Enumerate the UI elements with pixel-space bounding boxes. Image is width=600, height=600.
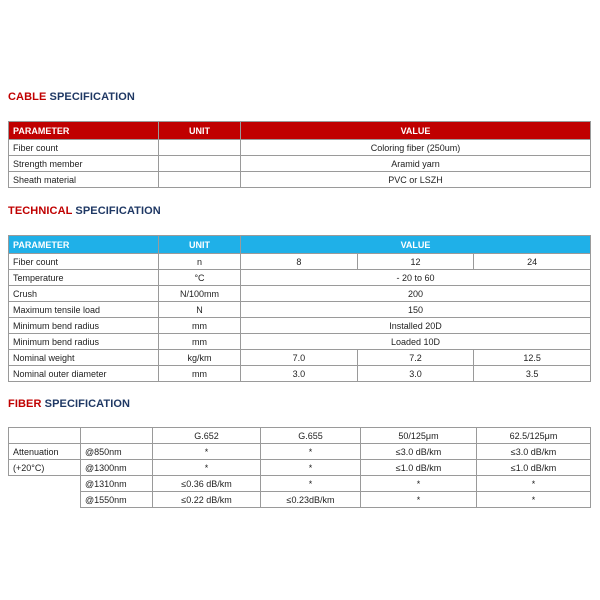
fiber-spec-table bbox=[8, 427, 591, 508]
param-cell: Crush bbox=[9, 286, 159, 302]
value-cell: 12 bbox=[357, 254, 474, 270]
value-cell: 3.0 bbox=[357, 366, 474, 382]
header-g652: G.652 bbox=[153, 428, 261, 444]
value-cell: Aramid yarn bbox=[241, 156, 591, 172]
param-cell: Temperature bbox=[9, 270, 159, 286]
empty-cell bbox=[9, 476, 81, 492]
empty-cell bbox=[81, 428, 153, 444]
empty-cell bbox=[9, 428, 81, 444]
attenuation-label: Attenuation bbox=[9, 444, 81, 460]
header-62-5-125: 62.5/125μm bbox=[477, 428, 591, 444]
table-row bbox=[9, 492, 591, 508]
value-cell: 24 bbox=[474, 254, 591, 270]
value-cell: ≤3.0 dB/km bbox=[477, 444, 591, 460]
value-cell: 150 bbox=[241, 302, 591, 318]
cable-title-rest: SPECIFICATION bbox=[46, 91, 135, 103]
value-cell: ≤1.0 dB/km bbox=[477, 460, 591, 476]
fiber-title-highlight: FIBER bbox=[8, 398, 42, 410]
value-cell: Installed 20D bbox=[241, 318, 591, 334]
table-row bbox=[9, 302, 591, 318]
unit-cell: n bbox=[159, 254, 241, 270]
unit-cell: mm bbox=[159, 334, 241, 350]
unit-cell: mm bbox=[159, 366, 241, 382]
value-cell: * bbox=[361, 492, 477, 508]
param-cell: Minimum bend radius bbox=[9, 318, 159, 334]
param-cell: Nominal weight bbox=[9, 350, 159, 366]
temperature-label: (+20°C) bbox=[9, 460, 81, 476]
value-cell: * bbox=[153, 444, 261, 460]
param-cell: Minimum bend radius bbox=[9, 334, 159, 350]
unit-cell bbox=[159, 156, 241, 172]
table-row bbox=[9, 270, 591, 286]
value-cell: 7.2 bbox=[357, 350, 474, 366]
unit-cell: kg/km bbox=[159, 350, 241, 366]
table-row bbox=[9, 460, 591, 476]
param-cell: Nominal outer diameter bbox=[9, 366, 159, 382]
value-cell: Coloring fiber (250um) bbox=[241, 140, 591, 156]
wavelength-cell: @850nm bbox=[81, 444, 153, 460]
unit-cell: °C bbox=[159, 270, 241, 286]
value-cell: Loaded 10D bbox=[241, 334, 591, 350]
value-cell: 8 bbox=[241, 254, 358, 270]
header-50-125: 50/125μm bbox=[361, 428, 477, 444]
header-parameter: PARAMETER bbox=[9, 122, 159, 140]
param-cell: Strength member bbox=[9, 156, 159, 172]
table-row bbox=[9, 254, 591, 270]
header-unit: UNIT bbox=[159, 122, 241, 140]
value-cell: ≤0.22 dB/km bbox=[153, 492, 261, 508]
table-row bbox=[9, 156, 591, 172]
param-cell: Maximum tensile load bbox=[9, 302, 159, 318]
unit-cell bbox=[159, 140, 241, 156]
value-cell: ≤3.0 dB/km bbox=[361, 444, 477, 460]
table-row bbox=[9, 366, 591, 382]
header-value: VALUE bbox=[241, 122, 591, 140]
table-header-row bbox=[9, 428, 591, 444]
technical-title-rest: SPECIFICATION bbox=[72, 205, 161, 217]
table-row bbox=[9, 286, 591, 302]
header-parameter: PARAMETER bbox=[9, 236, 159, 254]
unit-cell: N bbox=[159, 302, 241, 318]
value-cell: ≤1.0 dB/km bbox=[361, 460, 477, 476]
value-cell: 7.0 bbox=[241, 350, 358, 366]
table-row bbox=[9, 318, 591, 334]
wavelength-cell: @1300nm bbox=[81, 460, 153, 476]
value-cell: 12.5 bbox=[474, 350, 591, 366]
value-cell: PVC or LSZH bbox=[241, 172, 591, 188]
value-cell: * bbox=[153, 460, 261, 476]
wavelength-cell: @1550nm bbox=[81, 492, 153, 508]
table-row bbox=[9, 444, 591, 460]
value-cell: ≤0.36 dB/km bbox=[153, 476, 261, 492]
technical-title-highlight: TECHNICAL bbox=[8, 205, 73, 217]
technical-spec-table bbox=[8, 235, 591, 382]
unit-cell bbox=[159, 172, 241, 188]
table-row bbox=[9, 350, 591, 366]
value-cell: 200 bbox=[241, 286, 591, 302]
value-cell: * bbox=[261, 476, 361, 492]
value-cell: * bbox=[261, 444, 361, 460]
param-cell: Fiber count bbox=[9, 140, 159, 156]
header-g655: G.655 bbox=[261, 428, 361, 444]
fiber-spec-title bbox=[8, 398, 130, 410]
value-cell: * bbox=[477, 476, 591, 492]
table-row bbox=[9, 172, 591, 188]
table-header-row bbox=[9, 236, 591, 254]
header-unit: UNIT bbox=[159, 236, 241, 254]
param-cell: Fiber count bbox=[9, 254, 159, 270]
value-cell: 3.0 bbox=[241, 366, 358, 382]
cable-title-highlight: CABLE bbox=[8, 91, 47, 103]
table-row bbox=[9, 334, 591, 350]
table-row bbox=[9, 140, 591, 156]
value-cell: * bbox=[477, 492, 591, 508]
table-header-row bbox=[9, 122, 591, 140]
unit-cell: mm bbox=[159, 318, 241, 334]
value-cell: 3.5 bbox=[474, 366, 591, 382]
unit-cell: N/100mm bbox=[159, 286, 241, 302]
empty-cell bbox=[9, 492, 81, 508]
cable-spec-title bbox=[8, 91, 135, 103]
value-cell: ≤0.23dB/km bbox=[261, 492, 361, 508]
header-value: VALUE bbox=[241, 236, 591, 254]
value-cell: - 20 to 60 bbox=[241, 270, 591, 286]
cable-spec-table bbox=[8, 121, 591, 188]
value-cell: * bbox=[261, 460, 361, 476]
technical-spec-title bbox=[8, 205, 161, 217]
table-row bbox=[9, 476, 591, 492]
value-cell: * bbox=[361, 476, 477, 492]
fiber-title-rest: SPECIFICATION bbox=[41, 398, 131, 410]
wavelength-cell: @1310nm bbox=[81, 476, 153, 492]
param-cell: Sheath material bbox=[9, 172, 159, 188]
